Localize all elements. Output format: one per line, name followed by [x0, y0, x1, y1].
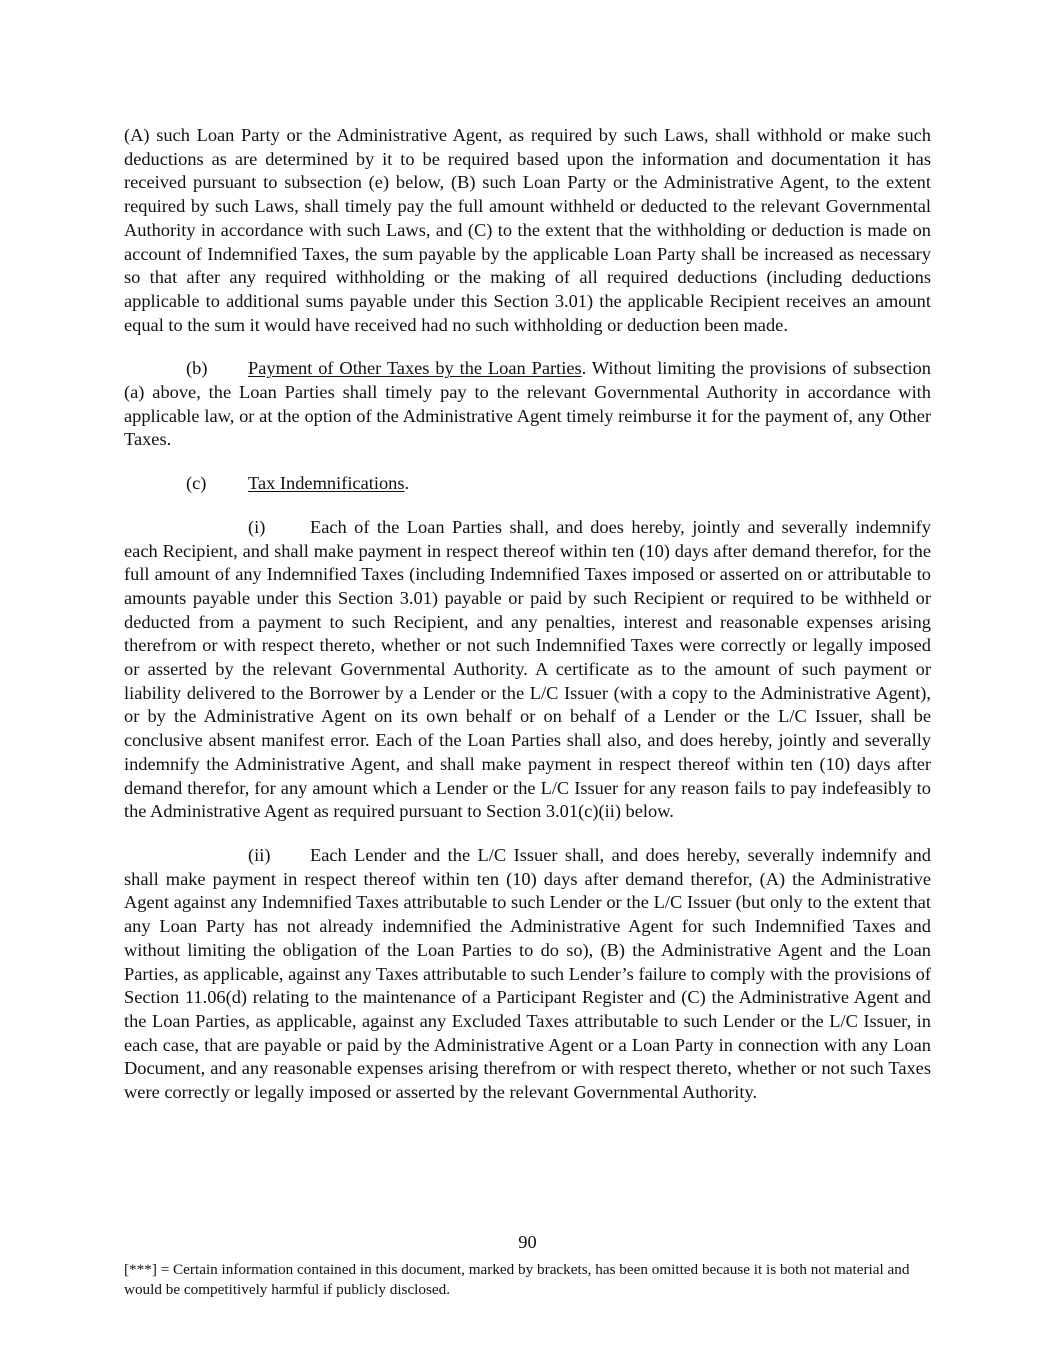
paragraph-c-label: (c) [186, 473, 207, 494]
paragraph-c [124, 472, 931, 496]
paragraph-b-heading: Payment of Other Taxes by the Loan Parties [248, 358, 582, 379]
document-body [124, 124, 931, 1105]
page-number: 90 [518, 1232, 537, 1252]
paragraph-continuation: (A) such Loan Party or the Administrative Agent, as required by such Laws, shall withhold or make such deductions as are determined by it to be required based upon the information and documentation it has received pursuant to subsection (e) below, (B) such Loan Party or the Administrative Agent, to the extent required by such Laws, shall timely pay the full amount withheld or deducted to the relevant Governmental Authority in accordance with such Laws, and (C) to the extent that the withholding or deduction is made on account of Indemnified Taxes, the sum payable by the applicable Loan Party shall be increased as necessary so that after any required withholding or the making of all required deductions (including deductions applicable to additional sums payable under this Section 3.01) the applicable Recipient receives an amount equal to the sum it would have received had no such withholding or deduction been made. [124, 125, 931, 335]
footer-disclaimer: [***] = Certain information contained in this document, marked by brackets, has been omitted because it is both not material and would be competitively harmful if publicly disclosed. [124, 1261, 910, 1298]
paragraph-b-body: . Without limiting the provisions of subsection (a) above, the Loan Parties shall timely pay to the relevant Governmental Authority in accordance with applicable law, or at the option of the Administrative Agent timely reimburse it for the payment of, any Other Taxes. [124, 358, 931, 450]
paragraph-c-i-body: Each of the Loan Parties shall, and does hereby, jointly and severally indemnify each Recipient, and shall make payment in respect thereof within ten (10) days after demand therefor, for the full amount of any Indemnified Taxes (including Indemnified Taxes imposed or asserted on or attributable to amounts payable under this Section 3.01) payable or paid by such Recipient or required to be withheld or deducted from a payment to such Recipient, and any penalties, interest and reasonable expenses arising therefrom or with respect thereto, whether or not such Indemnified Taxes were correctly or legally imposed or asserted by the relevant Governmental Authority. A certificate as to the amount of such payment or liability delivered to the Borrower by a Lender or the L/C Issuer (with a copy to the Administrative Agent), or by the Administrative Agent on its own behalf or on behalf of a Lender or the L/C Issuer, shall be conclusive absent manifest error. Each of the Loan Parties shall also, and does hereby, jointly and severally indemnify the Administrative Agent, and shall make payment in respect thereof within ten (10) days after demand therefor, for any amount which a Lender or the L/C Issuer for any reason fails to pay indefeasibly to the Administrative Agent as required pursuant to Section 3.01(c)(ii) below. [124, 516, 931, 822]
paragraph-c-ii-label: (ii) [248, 844, 271, 865]
paragraph-c-ii [124, 844, 931, 1105]
paragraph-b-label: (b) [186, 358, 208, 379]
paragraph-c-i-label: (i) [248, 516, 266, 537]
paragraph-b [124, 357, 931, 452]
paragraph-c-i [124, 516, 931, 824]
paragraph-c-heading: Tax Indemnifications [248, 473, 405, 494]
paragraph-c-ii-body: Each Lender and the L/C Issuer shall, and does hereby, severally indemnify and shall make payment in respect thereof within ten (10) days after demand therefor, (A) the Administrative Agent against any Indemnified Taxes attributable to such Lender or the L/C Issuer (but only to the extent that any Loan Party has not already indemnified the Administrative Agent for such Indemnified Taxes and without limiting the obligation of the Loan Parties to do so), (B) the Administrative Agent and the Loan Parties, as applicable, against any Taxes attributable to such Lender’s failure to comply with the provisions of Section 11.06(d) relating to the maintenance of a Participant Register and (C) the Administrative Agent and the Loan Parties, as applicable, against any Excluded Taxes attributable to such Lender or the L/C Issuer, in each case, that are payable or paid by the Administrative Agent or a Loan Party in connection with any Loan Document, and any reasonable expenses arising therefrom or with respect thereto, whether or not such Taxes were correctly or legally imposed or asserted by the relevant Governmental Authority. [124, 844, 931, 1103]
paragraph-c-body: . [404, 473, 410, 494]
